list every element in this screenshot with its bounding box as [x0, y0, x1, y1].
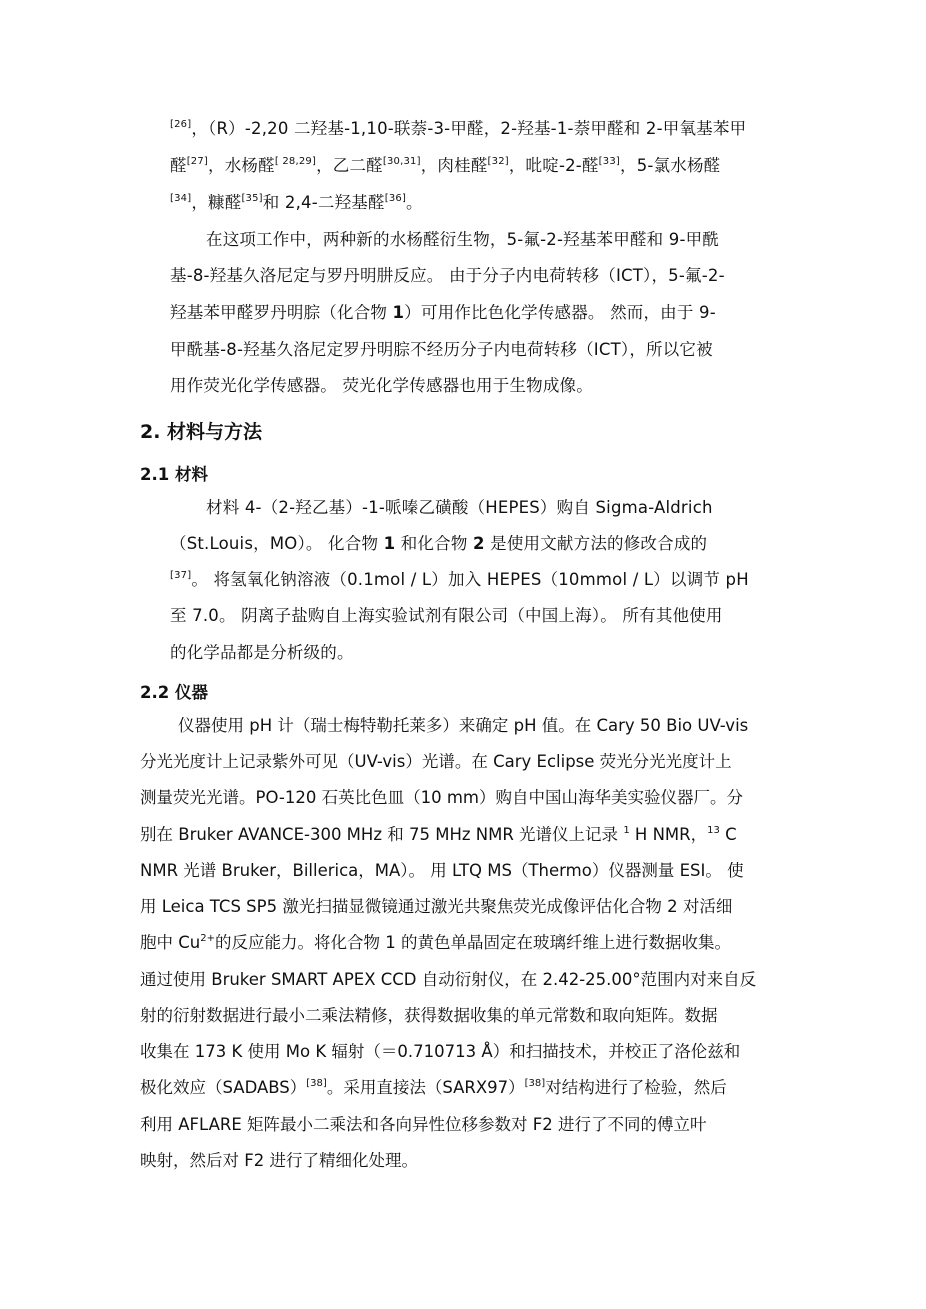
- citation: [38]: [524, 1078, 546, 1089]
- section-heading: 2. 材料与方法: [140, 421, 263, 443]
- text-line: 极化效应（SADABS）[38]。采用直接法（SARX97）[38]对结构进行了检验，然后: [140, 1078, 727, 1097]
- text-line: 利用 AFLARE 矩阵最小二乘法和各向异性位移参数对 F2 进行了不同的傅立叶: [140, 1115, 707, 1134]
- text-line: [37]。 将氢氧化钠溶液（0.1mol / L）加入 HEPES（10mmol / L）以调节 pH: [170, 570, 749, 589]
- compound-number: 2: [472, 534, 485, 553]
- citation: [35]: [241, 193, 263, 204]
- compound-number: 1: [383, 534, 396, 553]
- text-line: [34]，糠醛[35]和 2,4-二羟基醛[36]。: [170, 193, 423, 212]
- citation: [ 28,29]: [274, 156, 317, 167]
- compound-number: 1: [392, 303, 405, 322]
- citation: [33]: [598, 156, 620, 167]
- subsection-heading: 2.1 材料: [140, 465, 208, 484]
- text-line: （St.Louis，MO）。 化合物 1 和化合物 2 是使用文献方法的修改合成的: [170, 534, 708, 553]
- text-line: 射的衍射数据进行最小二乘法精修，获得数据收集的单元常数和取向矩阵。数据: [140, 1006, 718, 1025]
- citation: [34]: [170, 193, 192, 204]
- citation: [30,31]: [382, 156, 421, 167]
- text-line: 材料 4-（2-羟乙基）-1-哌嗪乙磺酸（HEPES）购自 Sigma-Aldrich: [206, 498, 713, 517]
- text-line: 至 7.0。 阴离子盐购自上海实验试剂有限公司（中国上海）。 所有其他使用: [170, 606, 723, 625]
- text-line: 在这项工作中，两种新的水杨醛衍生物，5-氟-2-羟基苯甲醛和 9-甲酰: [206, 230, 720, 249]
- text-line: 仪器使用 pH 计（瑞士梅特勒托莱多）来确定 pH 值。在 Cary 50 Bio UV-vis: [178, 716, 749, 735]
- text-line: 测量荧光光谱。PO-120 石英比色皿（10 mm）购自中国山海华美实验仪器厂。分: [140, 788, 743, 807]
- text-line: 映射，然后对 F2 进行了精细化处理。: [140, 1151, 418, 1170]
- text-line: 羟基苯甲醛罗丹明腙（化合物 1）可用作比色化学传感器。 然而，由于 9-: [170, 303, 716, 322]
- citation: [37]: [170, 570, 192, 581]
- text-line: 醛[27]，水杨醛[ 28,29]，乙二醛[30,31]，肉桂醛[32]，吡啶-2-醛[33]，5-氯水杨醛: [170, 156, 721, 175]
- text-line: [26]，（R）-2,20 二羟基-1,10-联萘-3-甲醛，2-羟基-1-萘甲醛和 2-甲氧基苯甲: [170, 119, 747, 138]
- text-line: NMR 光谱 Bruker，Billerica，MA）。 用 LTQ MS（Thermo）仪器测量 ESI。 使: [140, 861, 744, 880]
- text-line: 别在 Bruker AVANCE-300 MHz 和 75 MHz NMR 光谱仪上记录 $^1$ H NMR，$^{13}$ C: [140, 825, 737, 844]
- citation: [38]: [306, 1078, 327, 1089]
- subsection-heading: 2.2 仪器: [140, 683, 208, 702]
- text-line: 用 Leica TCS SP5 激光扫描显微镜通过激光共聚焦荧光成像评估化合物 2 对活细: [140, 897, 733, 916]
- text-line: 胞中 $Cu^{2+}$的反应能力。将化合物 1 的黄色单晶固定在玻璃纤维上进行数据收集。: [140, 933, 731, 952]
- citation: [27]: [186, 156, 209, 167]
- text-line: 通过使用 Bruker SMART APEX CCD 自动衍射仪，在 2.42-25.00°范围内对来自反: [140, 970, 757, 989]
- text-line: 甲酰基-8-羟基久洛尼定罗丹明腙不经历分子内电荷转移（ICT），所以它被: [170, 340, 713, 359]
- citation: [36]: [384, 193, 407, 204]
- citation: [26]: [170, 119, 192, 130]
- text-line: 的化学品都是分析级的。: [170, 643, 354, 662]
- citation: [32]: [487, 156, 509, 167]
- text-line: 收集在 173 K 使用 Mo K 辐射（＝0.710713 Å）和扫描技术，并校正了洛伦兹和: [140, 1042, 741, 1061]
- text-line: 用作荧光化学传感器。 荧光化学传感器也用于生物成像。: [170, 376, 593, 395]
- text-line: 分光光度计上记录紫外可见（UV-vis）光谱。在 Cary Eclipse 荧光分光光度计上: [140, 752, 732, 771]
- text-line: 基-8-羟基久洛尼定与罗丹明肼反应。 由于分子内电荷转移（ICT），5-氟-2-: [170, 266, 725, 285]
